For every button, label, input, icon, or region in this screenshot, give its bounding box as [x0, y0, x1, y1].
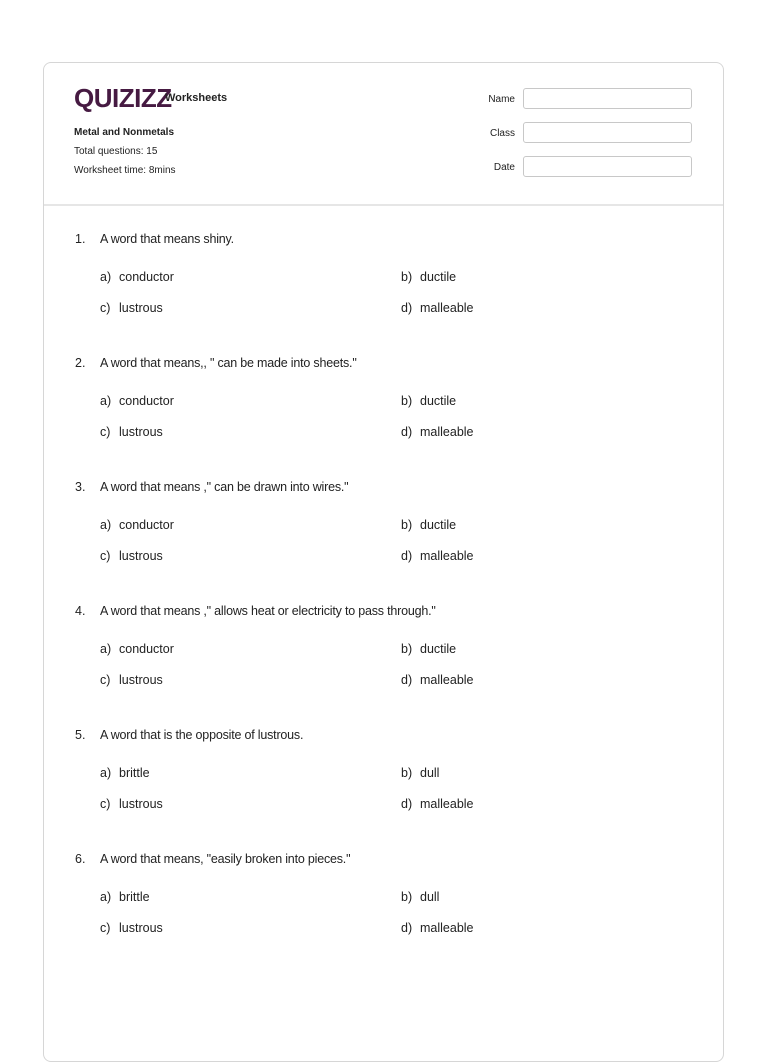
worksheet	[43, 62, 724, 1062]
total-questions: Total questions: 15	[74, 146, 158, 157]
answer-option[interactable]	[100, 301, 163, 315]
option-letter: c)	[100, 673, 111, 687]
answer-option[interactable]	[401, 673, 474, 687]
option-text: conductor	[119, 394, 174, 408]
option-letter: c)	[100, 549, 111, 563]
quizizz-logo: QUIZIZZ	[74, 83, 172, 113]
option-letter: b)	[401, 766, 413, 780]
option-text: conductor	[119, 518, 174, 532]
option-text: malleable	[420, 425, 474, 439]
option-letter: d)	[401, 797, 413, 811]
option-letter: b)	[401, 270, 413, 284]
option-letter: a)	[100, 270, 112, 284]
answer-option[interactable]	[100, 394, 174, 408]
option-text: malleable	[420, 549, 474, 563]
question-number: 4.	[75, 604, 86, 618]
option-text: dull	[420, 890, 440, 904]
answer-option[interactable]	[100, 518, 174, 532]
answer-option[interactable]	[100, 921, 163, 935]
question-number: 6.	[75, 852, 86, 866]
answer-option[interactable]	[401, 549, 474, 563]
class-field[interactable]	[523, 122, 692, 143]
option-text: malleable	[420, 673, 474, 687]
option-text: lustrous	[119, 921, 163, 935]
answer-option[interactable]	[100, 890, 150, 904]
option-letter: b)	[401, 890, 413, 904]
answer-option[interactable]	[401, 766, 439, 780]
option-text: brittle	[119, 766, 150, 780]
option-text: ductile	[420, 270, 457, 284]
class-label: Class	[489, 128, 515, 139]
option-letter: c)	[100, 921, 111, 935]
option-text: lustrous	[119, 425, 163, 439]
answer-option[interactable]	[401, 642, 456, 656]
worksheet-title: Metal and Nonmetals	[74, 127, 175, 138]
option-letter: a)	[100, 766, 112, 780]
name-field[interactable]	[523, 88, 692, 109]
question-text: A word that means, "easily broken into pieces."	[100, 852, 351, 866]
answer-option[interactable]	[401, 270, 456, 284]
option-text: malleable	[420, 921, 474, 935]
question-text: A word that means ," allows heat or electricity to pass through."	[100, 604, 436, 618]
question-text: A word that means ," can be drawn into wires."	[100, 480, 349, 494]
answer-option[interactable]	[401, 921, 474, 935]
option-text: conductor	[119, 270, 174, 284]
option-letter: a)	[100, 642, 112, 656]
answer-option[interactable]	[100, 425, 163, 439]
answer-option[interactable]	[401, 518, 456, 532]
logo-subtitle: Worksheets	[165, 92, 228, 104]
option-text: lustrous	[119, 301, 163, 315]
option-letter: d)	[401, 425, 413, 439]
date-field[interactable]	[523, 156, 692, 177]
answer-option[interactable]	[100, 270, 174, 284]
answer-option[interactable]	[100, 642, 174, 656]
answer-option[interactable]	[401, 394, 456, 408]
question-number: 2.	[75, 356, 86, 370]
option-letter: d)	[401, 301, 413, 315]
option-text: malleable	[420, 301, 474, 315]
option-text: ductile	[420, 518, 457, 532]
option-letter: a)	[100, 518, 112, 532]
question-number: 5.	[75, 728, 86, 742]
option-letter: c)	[100, 301, 111, 315]
option-text: ductile	[420, 642, 457, 656]
option-letter: a)	[100, 890, 112, 904]
worksheet-time: Worksheet time: 8mins	[74, 165, 176, 176]
question-text: A word that means,, " can be made into sheets."	[100, 356, 357, 370]
answer-option[interactable]	[100, 766, 150, 780]
worksheet-header	[44, 63, 723, 206]
question-text: A word that is the opposite of lustrous.	[100, 728, 304, 742]
answer-option[interactable]	[100, 549, 163, 563]
option-letter: c)	[100, 425, 111, 439]
option-letter: a)	[100, 394, 112, 408]
date-label: Date	[493, 162, 515, 173]
question-number: 3.	[75, 480, 86, 494]
option-text: lustrous	[119, 797, 163, 811]
answer-option[interactable]	[401, 425, 474, 439]
option-text: malleable	[420, 797, 474, 811]
option-text: lustrous	[119, 673, 163, 687]
option-letter: d)	[401, 549, 413, 563]
option-text: ductile	[420, 394, 457, 408]
answer-option[interactable]	[401, 797, 474, 811]
question-text: A word that means shiny.	[100, 232, 234, 246]
question-number: 1.	[75, 232, 86, 246]
answer-option[interactable]	[100, 797, 163, 811]
option-text: dull	[420, 766, 440, 780]
option-letter: b)	[401, 518, 413, 532]
option-text: lustrous	[119, 549, 163, 563]
option-letter: d)	[401, 921, 413, 935]
option-letter: c)	[100, 797, 111, 811]
option-letter: d)	[401, 673, 413, 687]
answer-option[interactable]	[401, 890, 439, 904]
option-letter: b)	[401, 394, 413, 408]
name-label: Name	[488, 94, 515, 105]
answer-option[interactable]	[401, 301, 474, 315]
option-text: brittle	[119, 890, 150, 904]
option-text: conductor	[119, 642, 174, 656]
answer-option[interactable]	[100, 673, 163, 687]
option-letter: b)	[401, 642, 413, 656]
